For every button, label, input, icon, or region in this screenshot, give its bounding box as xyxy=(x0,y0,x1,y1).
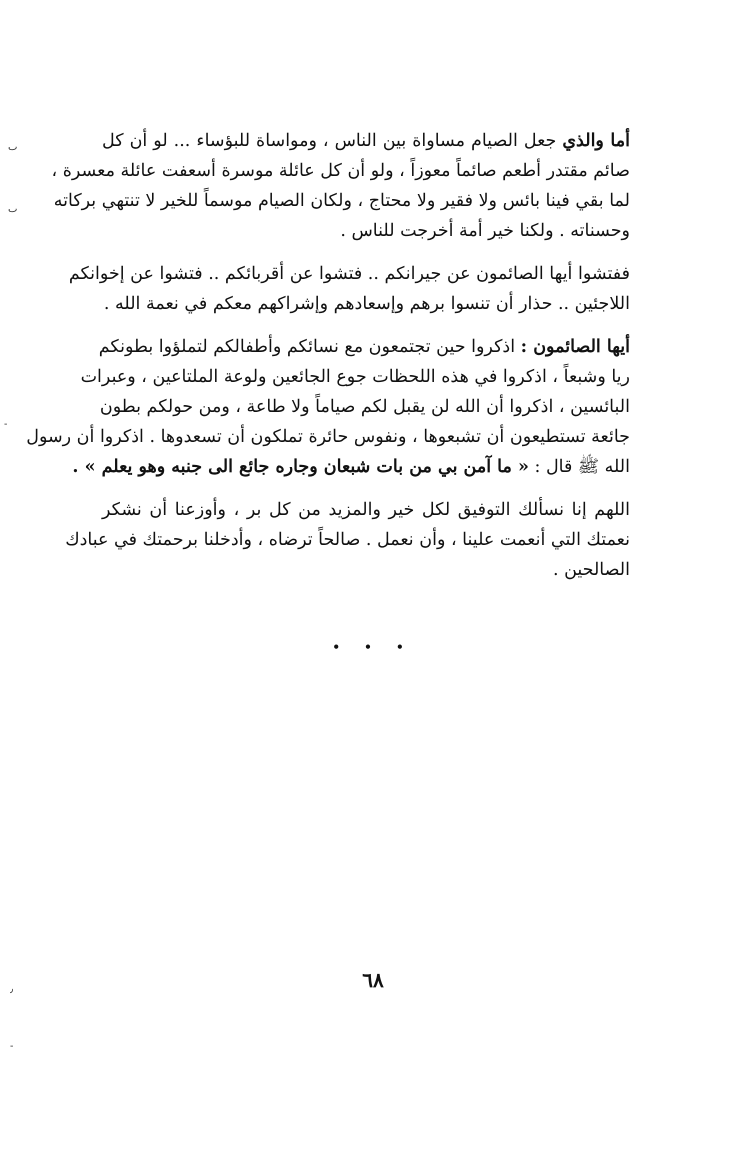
text-line xyxy=(102,289,630,319)
text-run: أيها الصائمون : xyxy=(520,337,630,357)
text-line xyxy=(68,259,630,289)
text-line xyxy=(99,392,630,422)
paragraph-3 xyxy=(26,332,630,482)
text-run: أما والذي xyxy=(562,131,630,151)
hadith-quote: « ما آمن بي من بات شبعان وجاره جائع الى جنبه وهو يعلم » . xyxy=(72,457,529,477)
text-run: جعل الصيام مساواة بين الناس ، ومواساة للبؤساء ... لو أن كل xyxy=(102,131,563,151)
section-ornament: • • • xyxy=(332,640,414,654)
text-run: لما بقي فينا بائس ولا فقير ولا محتاج ، ولكان الصيام موسماً للخير لا تنتهي بركاته xyxy=(53,191,630,211)
text-run: اذكروا حين تجتمعون مع نسائكم وأطفالكم لتملؤوا بطونكم xyxy=(98,337,521,357)
text-run: صائم مقتدر أطعم صائماً معوزاً ، ولو أن كل عائلة موسرة أسعفت عائلة معسرة ، xyxy=(51,161,630,181)
text-run: جائعة تستطيعون أن تشبعوها ، ونفوس حائرة تملكون أن تسعدوها . اذكروا أن رسول xyxy=(26,427,630,447)
text-line xyxy=(26,422,630,452)
text-run: اللاجئين .. حذار أن تنسوا برهم وإسعادهم وإشراكهم معكم في نعمة الله . xyxy=(103,294,630,314)
margin-mark: ٫ xyxy=(10,984,14,995)
text-line xyxy=(72,452,630,482)
text-run: ففتشوا أيها الصائمون عن جيرانكم .. فتشوا عن أقربائكم .. فتشوا عن إخوانكم xyxy=(68,264,630,284)
text-run: الله ﷺ قال : xyxy=(528,457,630,477)
text-run: اللهم إنا نسألك التوفيق لكل خير والمزيد من كل بر ، وأوزعنا أن نشكر xyxy=(102,500,630,520)
text-line xyxy=(102,126,630,156)
paragraph-4 xyxy=(65,495,630,585)
text-line xyxy=(102,216,630,246)
text-line xyxy=(102,555,630,585)
page-number: ٦٨ xyxy=(362,968,384,992)
text-run: وحسناته . ولكنا خير أمة أخرجت للناس . xyxy=(340,221,630,241)
text-line xyxy=(80,362,630,392)
text-line xyxy=(65,525,630,555)
margin-mark: - xyxy=(10,1041,14,1052)
paragraph-2 xyxy=(68,259,630,319)
text-line xyxy=(98,332,630,362)
text-run: ريا وشبعاً ، اذكروا في هذه اللحظات جوع الجائعين ولوعة الملتاعين ، وعبرات xyxy=(80,367,630,387)
text-run: نعمتك التي أنعمت علينا ، وأن نعمل . صالحاً ترضاه ، وأدخلنا برحمتك في عبادك xyxy=(65,530,630,550)
text-line xyxy=(102,495,630,525)
margin-mark: ٮ xyxy=(8,204,18,215)
page-body xyxy=(26,126,630,598)
margin-mark: ٮ xyxy=(8,142,18,153)
paragraph-1 xyxy=(51,126,630,246)
text-run: البائسين ، اذكروا أن الله لن يقبل لكم صياماً ولا طاعة ، ومن حولكم بطون xyxy=(99,397,630,417)
text-line xyxy=(51,156,630,186)
margin-mark: - xyxy=(4,419,8,430)
text-line xyxy=(53,186,630,216)
text-run: الصالحين . xyxy=(552,560,630,580)
